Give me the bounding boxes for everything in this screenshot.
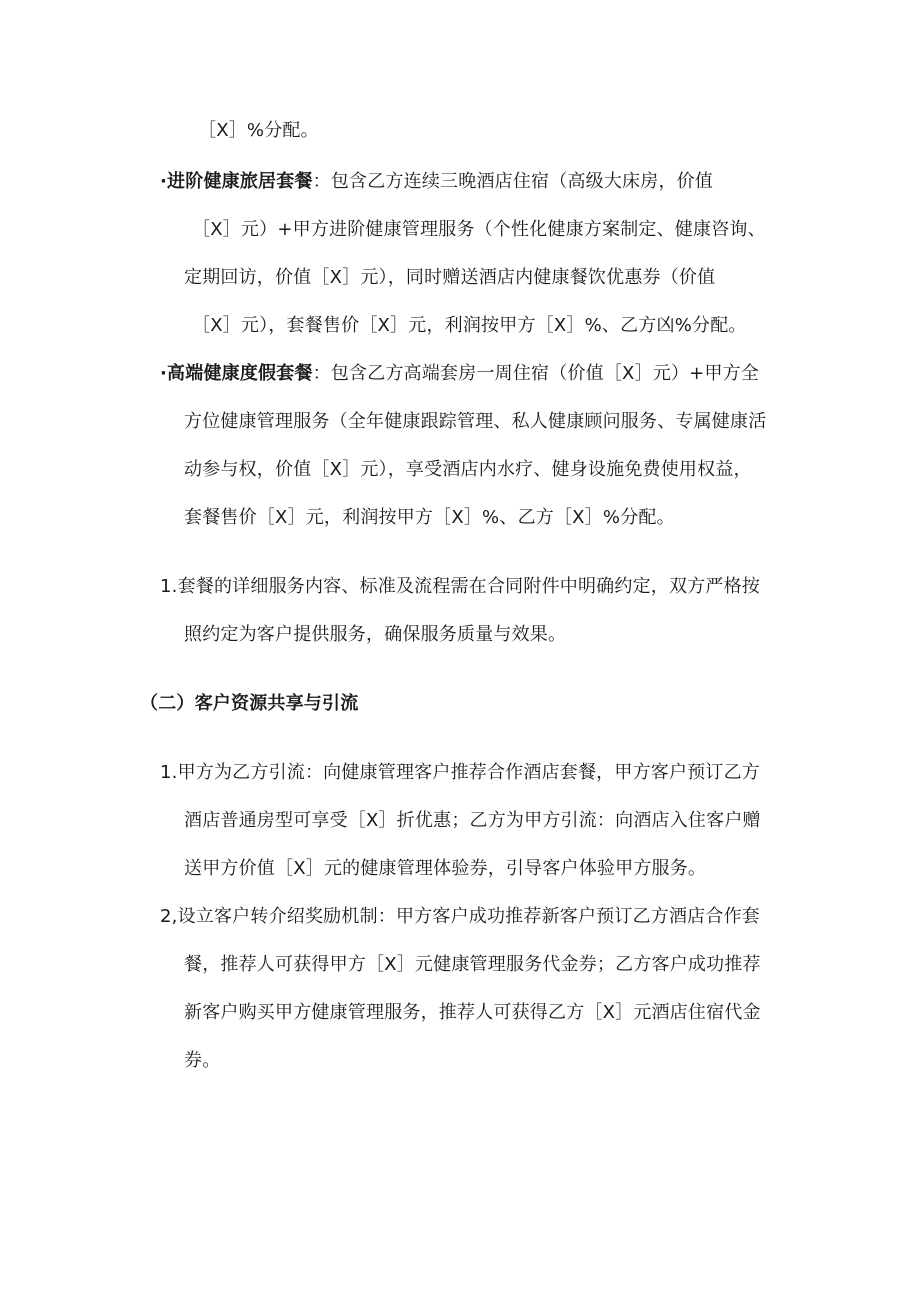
package-2-line-4: ［X］元），套餐售价［X］元，利润按甲方［X］%、乙方凶%分配。 [192, 315, 747, 336]
section-2-item-2-line-3: 新客户购买甲方健康管理服务，推荐人可获得乙方［X］元酒店住宿代金 [184, 1002, 761, 1023]
section-2-item-2-line-2: 餐，推荐人可获得甲方［X］元健康管理服务代金券；乙方客户成功推荐 [184, 954, 761, 975]
section-2-item-2-line-4: 券。 [184, 1050, 221, 1071]
item-1-line-1: 1.套餐的详细服务内容、标准及流程需在合同附件中明确约定，双方严格按 [160, 576, 760, 597]
package-3-line-1: ：包含乙方高端套房一周住宿（价值［X］元）+甲方全 [312, 363, 760, 384]
section-heading: （二）客户资源共享与引流 [140, 693, 359, 714]
package-2-title: 进阶健康旅居套餐 [167, 171, 313, 192]
package-3-line-2: 方位健康管理服务（全年健康跟踪管理、私人健康顾问服务、专属健康活 [184, 411, 767, 432]
section-2-item-1-line-1: 1.甲方为乙方引流：向健康管理客户推荐合作酒店套餐，甲方客户预订乙方 [160, 762, 760, 783]
package-2-line-3: 定期回访，价值［X］元），同时赠送酒店内健康餐饮优惠券（价值 [184, 267, 716, 288]
item-1-line-2: 照约定为客户提供服务，确保服务质量与效果。 [184, 624, 567, 645]
bullet-icon: · [160, 363, 168, 384]
section-2-item-1-line-3: 送甲方价值［X］元的健康管理体验券，引导客户体验甲方服务。 [184, 858, 707, 879]
package-2-first-line [160, 171, 713, 193]
section-2-item-2-line-1: 2,设立客户转介绍奖励机制：甲方客户成功推荐新客户预订乙方酒店合作套 [160, 906, 760, 927]
package-3-first-line [160, 363, 759, 385]
section-2-item-1-line-2: 酒店普通房型可享受［X］折优惠；乙方为甲方引流：向酒店入住客户赠 [184, 810, 761, 831]
package-3-title: 高端健康度假套餐 [167, 363, 313, 384]
bullet-icon: · [160, 171, 168, 192]
package-1-tail: ［X］%分配。 [198, 120, 319, 141]
package-3-line-4: 套餐售价［X］元，利润按甲方［X］%、乙方［X］%分配。 [184, 507, 675, 528]
package-2-line-2: ［X］元）+甲方进阶健康管理服务（个性化健康方案制定、健康咨询、 [192, 219, 766, 240]
package-2-line-1: ：包含乙方连续三晚酒店住宿（高级大床房，价值 [312, 171, 714, 192]
package-3-line-3: 动参与权，价值［X］元），享受酒店内水疗、健身设施免费使用权益， [184, 459, 752, 480]
